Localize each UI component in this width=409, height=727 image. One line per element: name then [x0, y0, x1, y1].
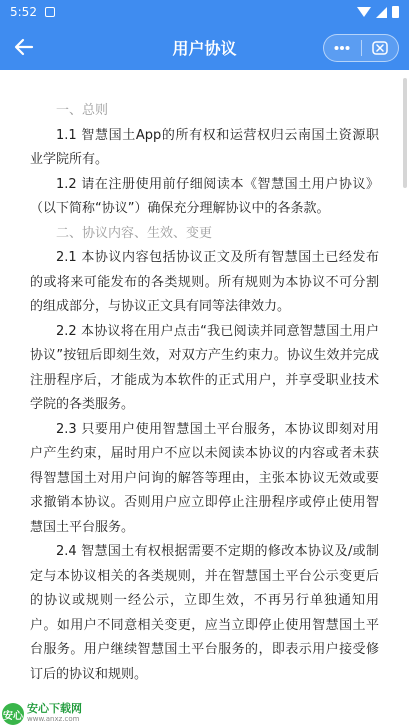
watermark-url: www.anxz.com [27, 715, 80, 723]
agreement-paragraph: 2.3 只要用户使用智慧国土平台服务，本协议即刻对用户产生约束，届时用户不应以未阅读本协议的内容或者未获得智慧国土对用户问询的解答等理由，主张本协议无效或要求撤销本协议。否则用户应立即停止注册程序或停止使用智慧国土平台服务。 [30, 421, 379, 535]
status-time: 5:52 [10, 5, 37, 19]
agreement-paragraph: 1.1 智慧国土App的所有权和运营权归云南国土资源职业学院所有。 [30, 127, 379, 167]
watermark-name: 安心下载网 [27, 702, 82, 715]
close-capsule-icon [372, 41, 388, 55]
agreement-paragraph: 2.4 智慧国土有权根据需要不定期的修改本协议及/或制定与本协议相关的各类规则，并在智慧国土平台公示变更后的协议或规则一经公示，立即生效，不再另行单独通知用户。如用户不同意相关变更，应当立即停止使用智慧国土平台服务。用户继续智慧国土平台服务的，即表示用户接受修订后的协议和规则。 [30, 544, 379, 682]
battery-icon [392, 6, 399, 18]
close-button[interactable] [362, 35, 399, 61]
more-dots-icon [334, 45, 350, 51]
signal-icon [376, 7, 387, 18]
agreement-content[interactable] [0, 70, 409, 727]
status-bar [0, 0, 409, 24]
scrollbar[interactable] [403, 78, 407, 188]
more-button[interactable] [324, 35, 361, 61]
section-heading: 一、总则 [56, 103, 109, 118]
section-heading: 二、协议内容、生效、变更 [56, 225, 213, 241]
notification-icon [45, 7, 55, 17]
agreement-paragraph: 1.2 请在注册使用前仔细阅读本《智慧国土用户协议》（以下简称“协议”）确保充分理解协议中的各条款。 [30, 176, 379, 216]
agreement-paragraph: 2.1 本协议内容包括协议正文及所有智慧国土已经发布的或将来可能发布的各类规则。所有规则为本协议不可分割的组成部分，与协议正文具有同等法律效力。 [30, 250, 379, 314]
page-title: 用户协议 [172, 38, 237, 58]
status-icons [357, 6, 399, 18]
watermark-logo: 安心 [2, 703, 24, 725]
back-arrow-icon[interactable] [14, 38, 34, 56]
app-bar [0, 24, 409, 70]
site-watermark [2, 703, 82, 725]
wifi-icon [357, 7, 371, 17]
agreement-paragraph: 2.2 本协议将在用户点击“我已阅读并同意智慧国土用户协议”按钮后即刻生效，对双方产生约束力。协议生效并完成注册程序后，才能成为本软件的正式用户，并享受职业技术学院的各类服务。 [30, 323, 379, 412]
mini-program-capsule [323, 34, 399, 62]
